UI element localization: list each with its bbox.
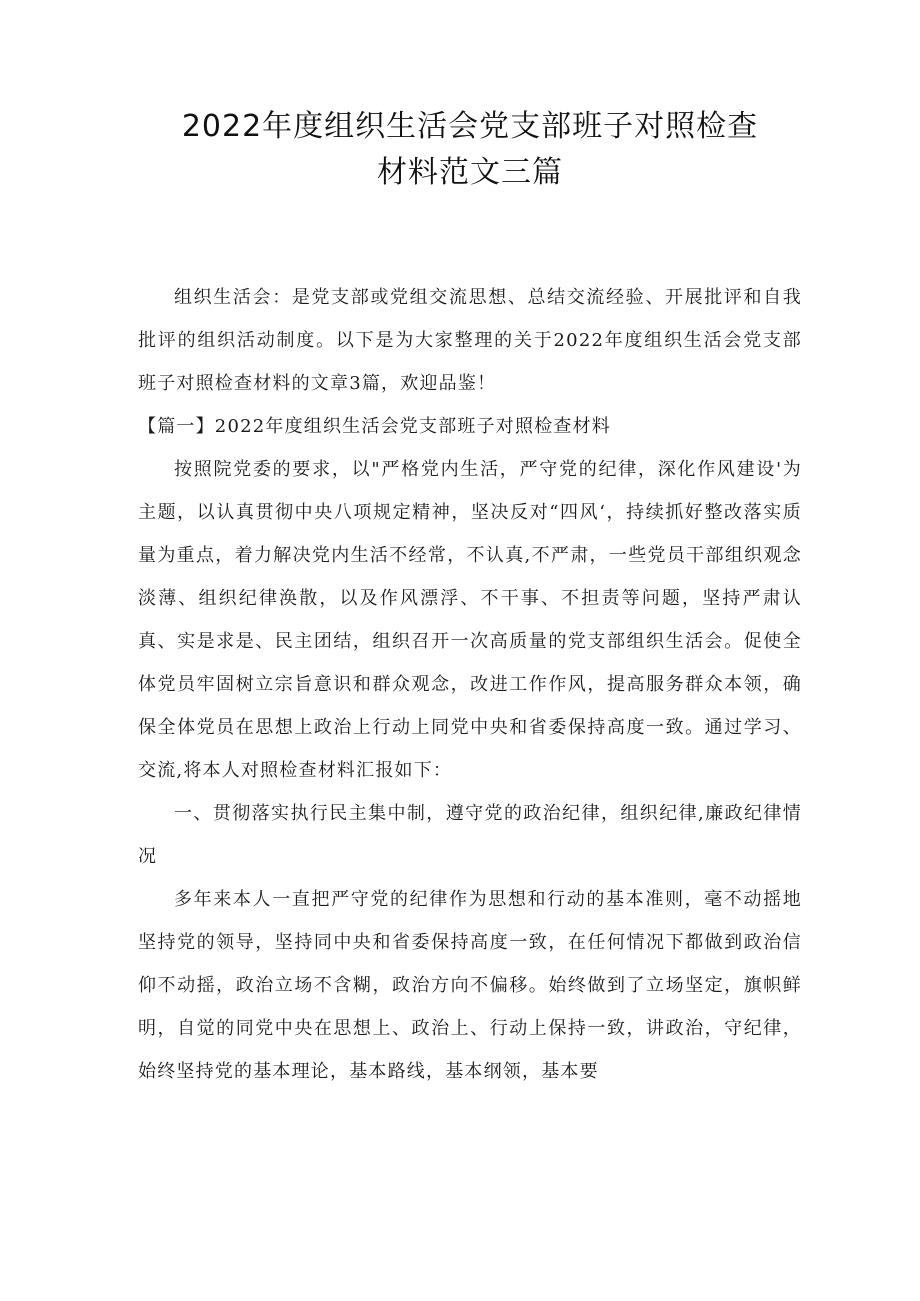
body-paragraph-discipline: 多年来本人一直把严守党的纪律作为思想和行动的基本准则，毫不动摇地坚持党的领导，坚持同中央和省委保持高度一致，在任何情况下都做到政治信仰不动摇，政治立场不含糊，政治方向不偏移。始终做到了立场坚定，旗帜鲜明，自觉的同党中央在思想上、政治上、行动上保持一致，讲政治，守纪律，始终坚持党的基本理论，基本路线，基本纲领，基本要 — [138, 889, 802, 1082]
section-heading-one: 一、贯彻落实执行民主集中制，遵守党的政治纪律，组织纪律,廉政纪律情况 — [138, 803, 802, 867]
document-body — [138, 276, 802, 1093]
section-heading-part-one: 【篇一】2022年度组织生活会党支部班子对照检查材料 — [138, 416, 612, 437]
document-title — [138, 104, 802, 196]
intro-paragraph: 组织生活会：是党支部或党组交流思想、总结交流经验、开展批评和自我批评的组织活动制度。以下是为大家整理的关于2022年度组织生活会党支部班子对照检查材料的文章3篇，欢迎品鉴！ — [138, 287, 802, 394]
title-line-2: 材料范文三篇 — [377, 155, 563, 190]
body-paragraph-preface: 按照院党委的要求，以"严格党内生活，严守党的纪律，深化作风建设'为主题，以认真贯彻中央八项规定精神，坚决反对“四风‘，持续抓好整改落实质量为重点，着力解决党内生活不经常，不认真,不严肃，一些党员干部组织观念淡薄、组织纪律涣散，以及作风漂浮、不干事、不担责等问题，坚持严肃认真、实是求是、民主团结，组织召开一次高质量的党支部组织生活会。促使全体党员牢固树立宗旨意识和群众观念，改进工作作风，提高服务群众本领，确保全体党员在思想上政治上行动上同党中央和省委保持高度一致。通过学习、交流,将本人对照检查材料汇报如下： — [138, 459, 802, 781]
title-line-1: 2022年度组织生活会党支部班子对照检查 — [181, 109, 759, 144]
